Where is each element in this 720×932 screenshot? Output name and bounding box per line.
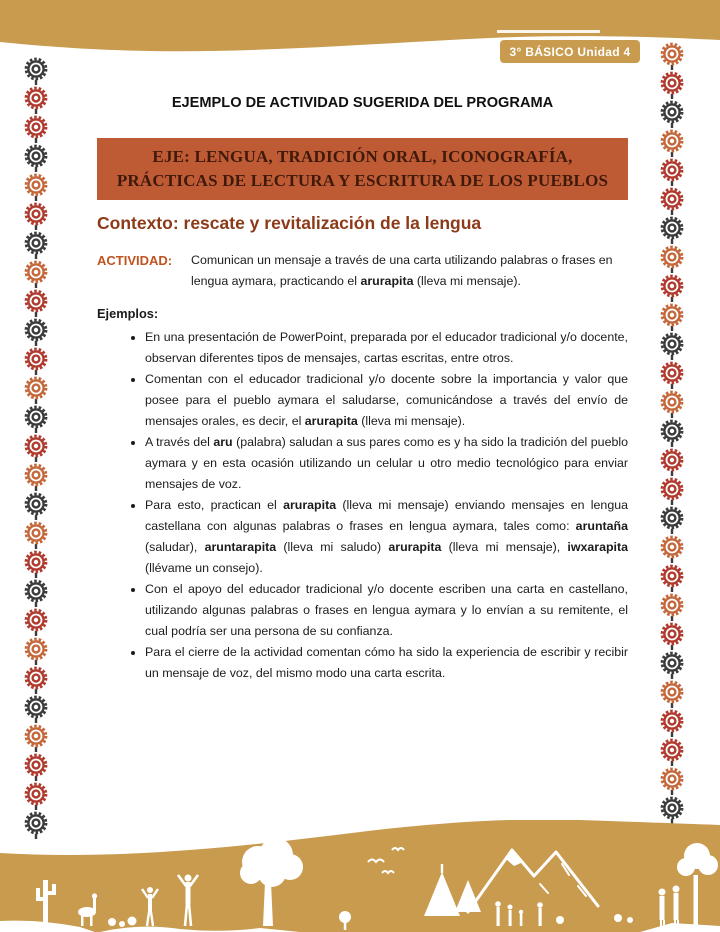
ornament-motif (659, 331, 685, 360)
ornament-motif (23, 404, 49, 433)
ornament-motif (659, 128, 685, 157)
activity-label: ACTIVIDAD: (97, 253, 173, 268)
left-ornament-border (23, 56, 49, 839)
document-content (97, 85, 628, 684)
ornament-motif (659, 766, 685, 795)
eje-heading-line1: EJE: LENGUA, TRADICIÓN ORAL, ICONOGRAFÍA, (152, 147, 573, 166)
ornament-motif (659, 302, 685, 331)
ornament-motif (659, 418, 685, 447)
ornament-motif (23, 520, 49, 549)
ornament-motif (23, 694, 49, 723)
activity-row (97, 250, 628, 292)
page-title: EJEMPLO DE ACTIVIDAD SUGERIDA DEL PROGRAMA (171, 95, 554, 111)
ornament-motif (659, 389, 685, 418)
examples-list (97, 327, 628, 684)
ornament-motif (23, 607, 49, 636)
ornament-motif (659, 592, 685, 621)
unit-badge-label: 3° BÁSICO Unidad 4 (509, 44, 631, 59)
ornament-motif (659, 534, 685, 563)
ornament-motif (659, 244, 685, 273)
ornament-motif (23, 143, 49, 172)
ornament-motif (23, 578, 49, 607)
ornament-motif (659, 708, 685, 737)
ornament-motif (659, 99, 685, 128)
ornament-motif (23, 636, 49, 665)
ornament-motif (23, 462, 49, 491)
ornament-motif (659, 273, 685, 302)
eje-heading-line2: PRÁCTICAS DE LECTURA Y ESCRITURA DE LOS PUEBLOS (116, 171, 609, 190)
ornament-motif (659, 186, 685, 215)
list-item: • Para esto, practican el arurapita (lleva mi mensaje) enviando mensajes en lengua castellana con algunas palabras o frases en lengua aymara, tales como: aruntaña (saludar), aruntarapita (lleva mi saludo) arurapita (lleva mi mensaje), iwxarapita (llévame un consejo). (145, 495, 628, 579)
unit-badge (500, 40, 640, 63)
ornament-motif (23, 491, 49, 520)
ornament-motif (23, 259, 49, 288)
list-item: • Comentan con el educador tradicional y/o docente sobre la importancia y valor que posee para el pueblo aymara el saludarse, comunicándose a través del envío de mensajes orales, es decir, el arurapita (lleva mi mensaje). (145, 369, 628, 432)
ornament-motif (659, 447, 685, 476)
context-heading: Contexto: rescate y revitalización de la lengua (97, 213, 482, 233)
ornament-motif (23, 317, 49, 346)
eje-heading-box (97, 138, 628, 200)
landscape-gold-hill (0, 820, 720, 932)
ornament-motif (23, 288, 49, 317)
list-item: • Con el apoyo del educador tradicional y/o docente escriben una carta en castellano, utilizando algunas palabras o frases en lengua aymara y lo envían a su remitente, el cual podría ser una persona de su confianza. (145, 579, 628, 642)
ornament-motif (23, 56, 49, 85)
ornament-motif (659, 70, 685, 99)
ornament-motif (23, 230, 49, 259)
ornament-motif (23, 172, 49, 201)
ornament-motif (659, 41, 685, 70)
ornament-motif (659, 215, 685, 244)
ornament-motif (23, 375, 49, 404)
ornament-motif (23, 781, 49, 810)
ornament-motif (659, 679, 685, 708)
band-accent-line (497, 30, 600, 33)
ornament-motif (23, 752, 49, 781)
ornament-motif (659, 476, 685, 505)
ornament-motif (23, 723, 49, 752)
ornament-motif (659, 505, 685, 534)
ornament-motif (23, 85, 49, 114)
ornament-motif (659, 621, 685, 650)
ornament-motif (659, 650, 685, 679)
list-item: • En una presentación de PowerPoint, preparada por el educador tradicional y/o docente, observan diferentes tipos de mensajes, cartas escritas, entre otros. (145, 327, 628, 369)
activity-text: Comunican un mensaje a través de una carta utilizando palabras o frases en lengua aymara, practicando el arurapita (lleva mi mensaje). (191, 253, 613, 288)
ornament-motif (659, 737, 685, 766)
landscape-illustration (0, 820, 720, 932)
ornament-motif (659, 360, 685, 389)
list-item: • A través del aru (palabra) saludan a sus pares como es y ha sido la tradición del pueblo aymara y en esta ocasión utilizando un celular u otro medio tecnológico para enviar mensajes de voz. (145, 432, 628, 495)
list-item: • Para el cierre de la actividad comentan cómo ha sido la experiencia de escribir y recibir un mensaje de voz, del mismo modo una carta escrita. (145, 642, 628, 684)
ornament-motif (23, 114, 49, 143)
right-ornament-border (659, 41, 685, 824)
ornament-motif (659, 157, 685, 186)
ornament-motif (23, 346, 49, 375)
examples-label: Ejemplos: (97, 306, 159, 321)
ornament-motif (23, 433, 49, 462)
ornament-motif (659, 563, 685, 592)
ornament-motif (23, 665, 49, 694)
ornament-motif (23, 201, 49, 230)
ornament-motif (23, 549, 49, 578)
